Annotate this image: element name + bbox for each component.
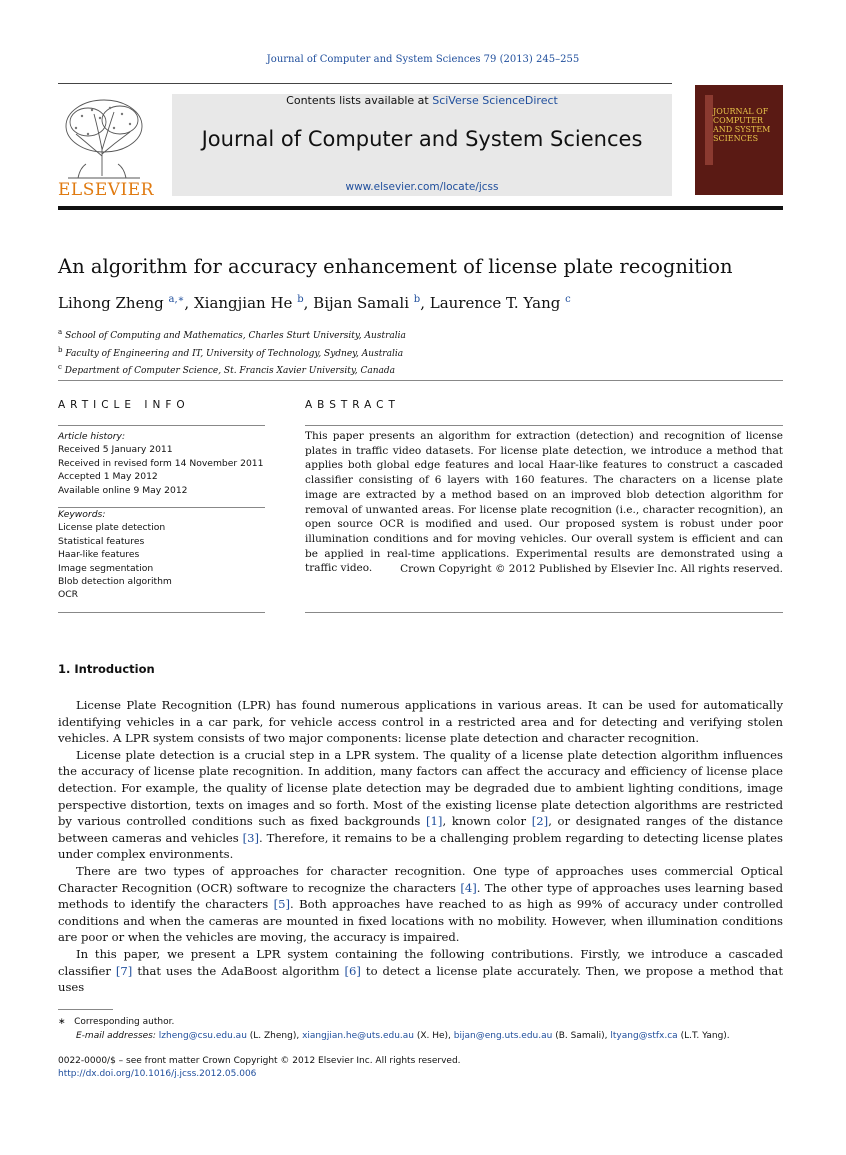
front-matter-text: 0022-0000/$ – see front matter Crown Copyright © 2012 Elsevier Inc. All rights reserved. [58,1056,461,1066]
email-label: E-mail addresses: [76,1031,156,1041]
article-history [58,430,268,497]
intro-paragraph [58,697,783,747]
history-item: Received in revised form 14 November 2011 [58,457,264,469]
intro-text: . The other type of approaches uses learning based methods to identify the characters [58,880,784,912]
intro-paragraph [58,863,783,946]
cover-line: AND SYSTEM [713,125,771,134]
sciencedirect-link[interactable]: SciVerse ScienceDirect [432,94,558,107]
affiliation [58,326,406,344]
doi-link[interactable]: http://dx.doi.org/10.1016/j.jcss.2012.05.006 [58,1069,257,1079]
journal-url-link[interactable]: www.elsevier.com/locate/jcss [345,181,499,193]
title-block-rule [58,380,783,381]
email-owner: (L. Zheng), [246,1031,303,1041]
author-name: Laurence T. Yang [429,294,561,312]
email-link[interactable]: xiangjian.he@uts.edu.au [302,1031,414,1041]
section-heading: 1. Introduction [58,662,155,676]
author-sep: , [420,294,430,312]
journal-citation[interactable]: Journal of Computer and System Sciences 79 (2013) 245–255 [266,54,580,65]
cover-line: COMPUTER [713,116,764,125]
keyword: Haar-like features [58,549,140,561]
abstract-text: This paper presents an algorithm for extraction (detection) and recognition of license plates in traffic video datasets. For license plate detection, we introduce a method that applies both global edge features and local Haar-like features to construct a cascaded classifier consisting of 6 layers with 160 features. The characters on a license plate image are extracted by a method based on an improved blob detection algorithm for removal of unwanted areas. For license plate recognition (i.e., character recognition), an open source OCR is modified and used. Our proposed system is robust under poor illumination conditions and for moving vehicles. Our overall system is efficient and can be applied in real-time applications. Experimental results are demonstrated using a traffic video. [305,430,783,575]
author-sep: , [184,294,194,312]
intro-text: , or designated ranges of the distance between cameras and vehicles [58,814,784,845]
journal-cover [695,85,783,195]
citation-link[interactable]: [4] [460,880,477,895]
abstract-copyright: Crown Copyright © 2012 Published by Elsevier Inc. All rights reserved. [400,563,783,575]
affiliation [58,361,406,379]
author-affil-mark[interactable]: b [297,294,304,305]
keyword: License plate detection [58,522,166,534]
affiliation [58,344,406,362]
header-rule [58,83,672,84]
info-rule [58,612,265,613]
keywords-label: Keywords: [58,509,106,520]
abstract-rule [305,425,783,426]
header-divider [58,206,783,210]
email-note [58,1029,788,1043]
affil-mark: b [58,345,63,354]
keyword: Blob detection algorithm [58,576,172,588]
affil-text: School of Computing and Mathematics, Charles Sturt University, Australia [65,331,406,341]
elsevier-wordmark: ELSEVIER [58,180,154,200]
author-name: Bijan Samali [313,294,409,312]
email-link[interactable]: ltyang@stfx.ca [610,1031,678,1041]
corresponding-text: Corresponding author. [74,1017,175,1027]
footnote-mark: ∗ [58,1017,66,1027]
cover-line: JOURNAL OF [713,107,769,116]
keyword: OCR [58,589,79,601]
citation-link[interactable]: [2] [531,814,549,829]
abstract-heading: ABSTRACT [305,399,400,411]
intro-text: In this paper, we present a LPR system containing the following contributions. Firstly, we introduce a cascaded classifier [58,946,783,978]
info-rule [58,425,265,426]
intro-text: . Therefore, it remains to be a challenging problem regarding to detecting license plates under complex environments. [58,830,783,862]
cover-stripe [705,95,713,165]
intro-paragraph [58,946,783,996]
intro-text: that uses the AdaBoost algorithm [132,963,345,978]
email-owner: (X. He), [413,1031,454,1041]
citation-link[interactable]: [6] [344,963,361,978]
journal-title: Journal of Computer and System Sciences [201,127,643,151]
email-owner: (B. Samali), [552,1031,611,1041]
affil-mark: a [58,328,63,336]
email-list [159,1031,730,1041]
email-owner: (L.T. Yang). [677,1031,730,1041]
keyword: Image segmentation [58,562,154,574]
article-info-heading: ARTICLE INFO [58,399,190,411]
author-affil-mark[interactable]: a,∗ [168,294,185,305]
cover-title [713,107,779,143]
intro-text: . Both approaches have reached to as high as 99% of accuracy under controlled conditions and when the cameras are mounted in fixed locations with no mobility. However, when illumination conditions are poor or when the vehicles are moving, the accuracy is impaired. [58,897,783,945]
history-item: Available online 9 May 2012 [58,484,188,496]
author-list [58,294,571,312]
abstract-rule [305,612,783,613]
citation-link[interactable]: [3] [242,830,260,845]
footnotes [58,1015,788,1043]
keyword: Statistical features [58,535,145,547]
contents-availability [172,94,672,107]
contents-prefix: Contents lists available at [286,94,433,107]
history-item: Accepted 1 May 2012 [58,471,158,483]
author-name: Lihong Zheng [58,294,164,312]
article-title: An algorithm for accuracy enhancement of license plate recognition [58,255,733,278]
citation-link[interactable]: [1] [426,814,443,829]
footnote-rule [58,1009,113,1010]
intro-text: License Plate Recognition (LPR) has found numerous applications in various areas. It can be used for automatically identifying vehicles in a car park, for vehicle access control in a restricted area and for detecting and verifying stolen vehicles. A LPR system consists of two major components: license plate detection and character recognition. [58,698,783,746]
affil-text: Department of Computer Science, St. Francis Xavier University, Canada [64,366,396,376]
intro-paragraph [58,747,783,863]
affiliations [58,326,406,379]
email-link[interactable]: lzheng@csu.edu.au [158,1031,247,1041]
email-link[interactable]: bijan@eng.uts.edu.au [453,1031,553,1041]
corresponding-note [58,1015,788,1029]
intro-text: License plate detection is a crucial step in a LPR system. The quality of a license plate detection algorithm influences the accuracy of license plate recognition. In addition, many factors can affect the accuracy and efficiency of license place detection. For example, the quality of license plate detection may be degraded due to ambient lighting conditions, image perspective distortion, texts on images and so forth. Most of the existing license plate detection algorithms are restricted by various controlled conditions such as fixed backgrounds [58,747,783,829]
intro-text: , known color [442,814,532,829]
front-matter [58,1055,461,1081]
intro-text: There are two types of approaches for character recognition. One type of approaches uses commercial Optical Character Recognition (OCR) software to recognize the characters [58,863,783,895]
citation-link[interactable]: [7] [115,963,133,978]
author-affil-mark[interactable]: c [565,294,571,305]
history-item: Received 5 January 2011 [58,444,173,456]
cover-line: SCIENCES [713,134,759,143]
affil-mark: c [58,363,62,371]
author-name: Xiangjian He [193,294,293,312]
intro-text: to detect a license plate accurately. Then, we propose a method that uses [58,963,784,995]
author-affil-mark[interactable]: b [413,294,421,305]
introduction-body [58,697,783,996]
keywords [58,508,268,602]
author-sep: , [303,294,314,312]
affil-text: Faculty of Engineering and IT, University of Technology, Sydney, Australia [65,348,404,359]
citation-link[interactable]: [5] [273,897,290,912]
history-label: Article history: [58,431,126,442]
